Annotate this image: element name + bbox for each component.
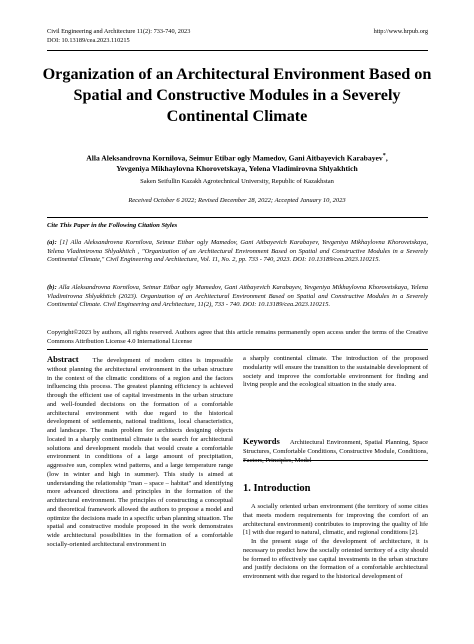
keywords-block (243, 437, 428, 465)
citation-heading: Cite This Paper in the Following Citation Styles (47, 222, 178, 229)
copyright-rule (47, 349, 428, 350)
copyright-notice: Copyright©2023 by authors, all rights reserved. Authors agree that this article remains permanently open access under the terms of the Creative Commons Attribution License 4.0 International License (47, 329, 428, 345)
intro-paragraph-2: In the present stage of the development of architecture, it is necessary to predict how the socially oriented territory of a city should be formed to effectively use capital investments in the urban structure and justify decisions on the formation of a comfortable architectural environment with due regard to the historical development of (243, 538, 428, 580)
authors-line-1-tail: , (385, 153, 388, 163)
keywords-label: Keywords (243, 436, 280, 446)
citation-a-text: [1] Alla Aleksandrovna Kornilova, Seimur Etibar ogly Mamedov, Gani Aitbayevich Karabayev, Yevgeniya Mikhaylovna Khorovetskaya, Yelena Vladimirovna Shlyakhtich , "Organization of an Architectural Environment Based on Spatial and Constructive Modules in a Severely Continental Climate," Civil Engineering and Architecture, Vol. 11, No. 2, pp. 733 - 740, 2023. DOI: 10.13189/cea.2023.110215. (47, 239, 428, 264)
author-list (40, 151, 434, 174)
abstract-text-left: The development of modern cities is impossible without planning the architectural environment in the urban structure in the context of the climatic conditions of a region and the factors influencing this process. The greatest planning efficiency is achieved through the efficient use of capital investments in the urban structure and well-founded decisions on the formation of a comfortable architectural environment with due regard to the historical development of settlements, national traditions, local characteristics, and landscape. The main problem for architects designing objects located in a sharply continental climate is the search for architectural solutions and development models that would create a comfortable environment in conditions of a large amount of precipitation, aggressive sun, complex wind patterns, and a large temperature range (low in winter and high in summer). This study is aimed at understanding the relationship "man – space – habitat" and identifying more advanced directions and principles in the formation of the architectural environment. The principles of constructing a conceptual and theoretical framework allowed the authors to propose a model and optimize the decisions made in a specific urban planning situation. The spatial and constructive module proposed in the work demonstrates wide architectural possibilities in the formation of a comfortable socially-oriented architectural environment in (47, 357, 233, 548)
abstract-continuation: a sharply continental climate. The introduction of the proposed modularity will ensure the transition to the sustainable development of society and improve the comfortable environment for finding and living people and the ecological situation in the study area. (243, 355, 428, 389)
abstract-label: Abstract (47, 354, 79, 364)
corresponding-mark: * (382, 152, 386, 159)
journal-citation: Civil Engineering and Architecture 11(2): 733-740, 2023 (47, 28, 191, 35)
citation-b-label: (b): (47, 284, 57, 291)
doi: DOI: 10.13189/cea.2023.110215 (47, 37, 130, 44)
header-left (47, 27, 190, 45)
affiliation: Saken Seifullin Kazakh Agrotechnical University, Republic of Kazakhstan (140, 178, 334, 185)
journal-url[interactable]: http://www.hrpub.org (373, 28, 428, 35)
citation-rule (47, 217, 428, 218)
paper-title: Organization of an Architectural Environment Based on Spatial and Constructive Modules in a Severely Continental Climate (42, 65, 432, 125)
authors-line-1: Alla Aleksandrovna Kornilova, Seimur Etibar ogly Mamedov, Gani Aitbayevich Karabayev (86, 153, 383, 163)
citation-style-a (47, 239, 428, 265)
abstract-column (47, 355, 233, 550)
header-rule (47, 50, 428, 51)
authors-line-2: Yevgeniya Mikhaylovna Khorovetskaya, Yelena Vladimirovna Shlyakhtich (116, 163, 358, 173)
introduction-body (243, 503, 428, 582)
submission-dates: Received October 6 2022; Revised December 28, 2022; Accepted January 10, 2023 (128, 197, 346, 204)
keywords-rule (243, 460, 428, 461)
keywords-text: Architectural Environment, Spatial Planning, Space Structures, Comfortable Conditions, Constructive Module, Conditions, Factors, Principles, Model (243, 439, 428, 464)
citation-b-text: Alla Aleksandrovna Kornilova, Seimur Etibar ogly Mamedov, Gani Aitbayevich Karabayev, Yevgeniya Mikhaylovna Khorovetskaya, Yelena Vladimirovna Shlyakhtich (2023). Organization of an Architectural Environment Based on Spatial and Constructive Modules in a Severely Continental Climate. Civil Engineering and Architecture, 11(2), 733 - 740. DOI: 10.13189/cea.2023.110215. (47, 284, 428, 309)
citation-style-b (47, 284, 428, 310)
intro-paragraph-1: A socially oriented urban environment (the territory of some cities that meets modern requirements for improving the comfort of an architectural environment) contributes to improving the quality of life [1] with due regard to natural, climatic, and regional conditions [2]. (243, 503, 428, 537)
citation-a-label: (a): (47, 239, 57, 246)
section-heading-introduction: 1. Introduction (243, 483, 311, 494)
